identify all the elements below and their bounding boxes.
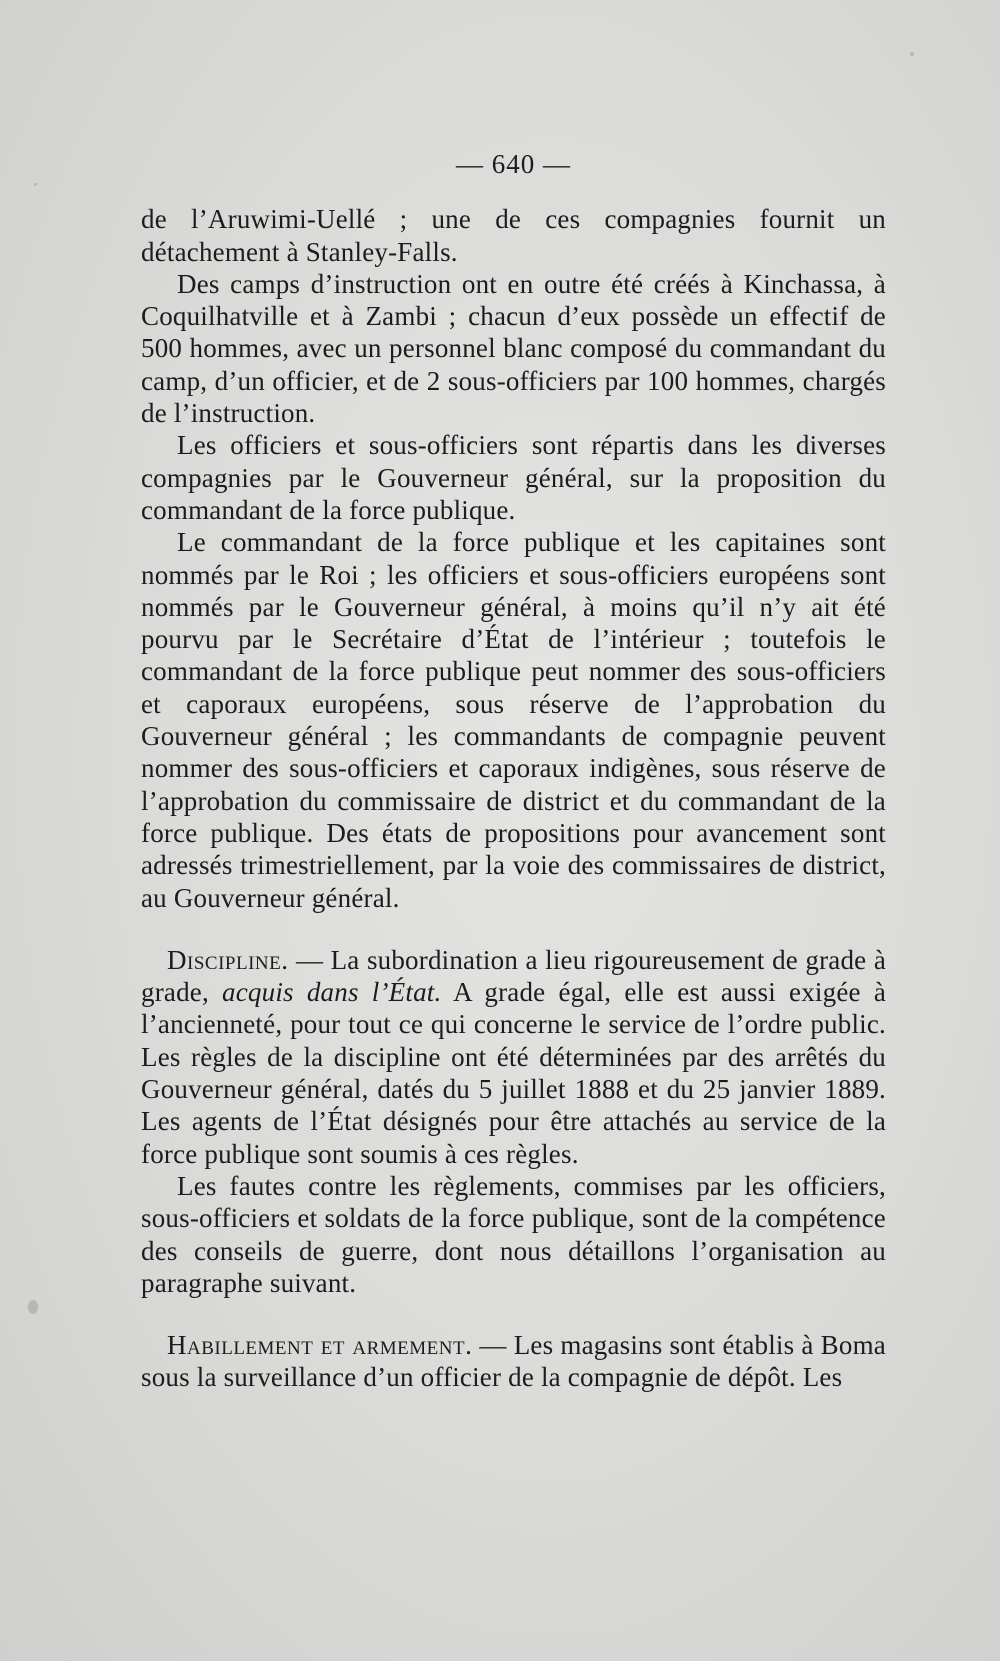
habillement-paragraph (141, 1329, 886, 1394)
paragraph-text: — La subordination a lieu rigoureusement de grade à grade, (141, 944, 887, 1008)
page-number: — 640 — (456, 149, 571, 179)
paragraph-text: — Les magasins sont établis à Boma sous la surveillance d’un officier de la compagnie de dépôt. Les (141, 1330, 886, 1393)
paragraph: Les officiers et sous-officiers sont répartis dans les diverses compagnies par le Gouverneur général, sur la proposition du commandant de la force publique. (141, 430, 886, 525)
paper-speck (28, 1300, 38, 1314)
paragraph: Des camps d’instruction ont en outre été créés à Kinchassa, à Coquilhatville et à Zambi ; chacun d’eux possède un effectif de 500 hommes, avec un personnel blanc composé du commandant du camp, d’un officier, et de 2 sous-officiers par 100 hommes, chargés de l’instruction. (141, 268, 886, 429)
section-heading-discipline: Discipline. (167, 944, 289, 975)
paper-speck (910, 52, 914, 56)
section-heading-habillement: Habillement et armement. (167, 1330, 473, 1361)
paragraph-text: A grade égal, elle est aussi exigée à l’ancienneté, pour tout ce qui concerne le service de l’ordre public. Les règles de la discipline ont été déterminées par des arrêtés du Gouverneur général, datés du 5 juillet 1888 et du 25 janvier 1889. Les agents de l’État désignés pour être attachés au service de la force publique sont soumis à ces règles. (141, 977, 886, 1169)
paragraph: Les fautes contre les règlements, commises par les officiers, sous-officiers et soldats de la force publique, sont de la compétence des conseils de guerre, dont nous détaillons l’organisation au paragraphe suivant. (141, 1170, 886, 1298)
paragraph: Le commandant de la force publique et les capitaines sont nommés par le Roi ; les officiers et sous-officiers européens sont nommés par le Gouverneur général, à moins qu’il n’y ait été pourvu par le Secrétaire d’État de l’intérieur ; toutefois le commandant de la force publique peut nommer des sous-officiers et caporaux européens, sous réserve de l’approbation du Gouverneur général ; les commandants de compagnie peuvent nommer des sous-officiers et caporaux indigènes, sous réserve de l’approbation du commissaire de district et du commandant de la force publique. Des états de propositions pour avancement sont adressés trimestriellement, par la voie des commissaires de district, au Gouverneur général. (141, 527, 886, 913)
page-text (141, 148, 886, 1394)
discipline-paragraph (141, 944, 886, 1170)
paper-speck (34, 183, 37, 186)
paragraph: de l’Aruwimi-Uellé ; une de ces compagnies fournit un détachement à Stanley-Falls. (141, 204, 886, 267)
italic-phrase: acquis dans l’État. (222, 977, 442, 1008)
